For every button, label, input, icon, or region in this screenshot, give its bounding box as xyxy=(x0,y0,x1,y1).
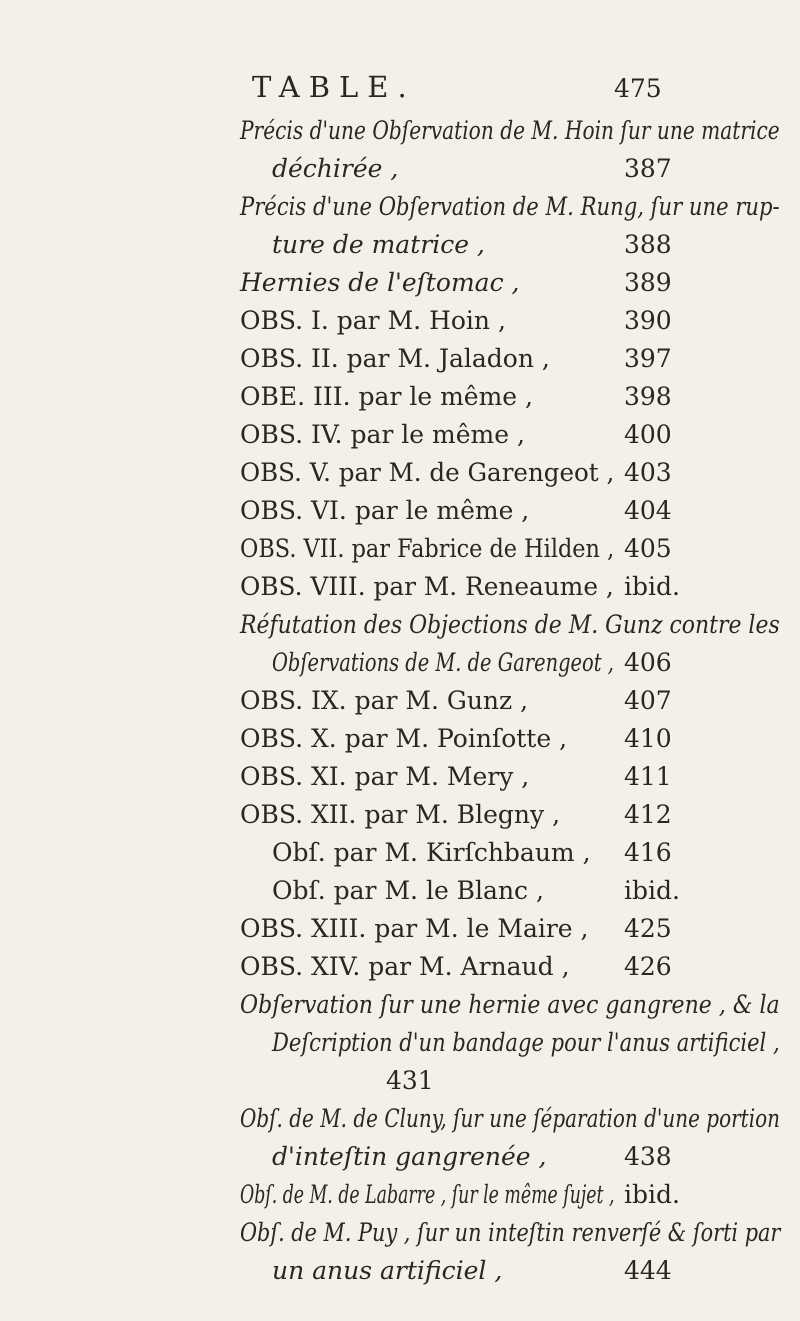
entry-text: OBS. X. par M. Poinſotte , xyxy=(240,724,568,753)
entry-text: Réfutation des Objections de M. Gunz contre les xyxy=(240,610,780,639)
entry-page: ibid. xyxy=(624,1180,680,1209)
toc-entry xyxy=(0,376,800,418)
entry-text: Précis d'une Obſervation de M. Hoin ſur une matrice xyxy=(240,116,780,145)
entry-text: OBS. IV. par le même , xyxy=(240,420,525,449)
entry-page: 444 xyxy=(624,1256,672,1285)
entry-page: ibid. xyxy=(624,572,680,601)
entry-text: Obſ. de M. de Labarre , ſur le même ſujet , xyxy=(240,1180,615,1209)
toc-entry xyxy=(0,794,800,836)
entry-page: ibid. xyxy=(624,876,680,905)
toc-entry xyxy=(0,642,800,684)
entry-text: Obſervation ſur une hernie avec gangrene , & la xyxy=(240,990,780,1019)
entry-page: 426 xyxy=(624,952,672,981)
entry-text: OBS. VI. par le même , xyxy=(240,496,530,525)
entry-page: 411 xyxy=(624,762,672,791)
page-number: 475 xyxy=(614,74,662,103)
entry-page: 406 xyxy=(624,648,672,677)
entry-text: OBS. XII. par M. Blegny , xyxy=(240,800,561,829)
toc-entry xyxy=(0,186,800,228)
entry-text: Précis d'une Obſervation de M. Rung, ſur une rup- xyxy=(240,192,780,221)
toc-entry xyxy=(0,832,800,874)
toc-entry xyxy=(0,490,800,532)
toc-entry xyxy=(0,680,800,722)
entry-page: 416 xyxy=(624,838,672,867)
entry-text: un anus artificiel , xyxy=(272,1256,503,1285)
entry-text: Obſ. par M. le Blanc , xyxy=(272,876,544,905)
entry-text: Deſcription d'un bandage pour l'anus artificiel , xyxy=(272,1028,780,1057)
entry-page: 405 xyxy=(624,534,672,563)
entry-text: Obſervations de M. de Garengeot , xyxy=(272,648,614,677)
entry-text: Obſ. de M. de Cluny, ſur une ſéparation d'une portion xyxy=(240,1104,780,1133)
toc-entry xyxy=(0,528,800,570)
toc-entry xyxy=(0,1098,800,1140)
entry-text: OBS. I. par M. Hoin , xyxy=(240,306,506,335)
entry-text: Obſ. de M. Puy , ſur un inteſtin renverſé & ſorti par xyxy=(240,1218,781,1247)
entry-page: 397 xyxy=(624,344,672,373)
toc-entry xyxy=(0,908,800,950)
toc-entry xyxy=(0,1060,800,1102)
toc-entry xyxy=(0,1212,800,1254)
entry-page: 412 xyxy=(624,800,672,829)
entry-text: OBS. V. par M. de Garengeot , xyxy=(240,458,615,487)
running-title: TABLE. xyxy=(252,70,416,104)
entry-page: 390 xyxy=(624,306,672,335)
entry-page: 387 xyxy=(624,154,672,183)
toc-entry xyxy=(0,946,800,988)
toc-entry xyxy=(0,1250,800,1292)
entry-text: OBS. VII. par Fabrice de Hilden , xyxy=(240,534,615,563)
entry-page: 431 xyxy=(386,1066,434,1095)
entry-text: d'inteſtin gangrenée , xyxy=(272,1142,547,1171)
entry-page: 404 xyxy=(624,496,672,525)
table-of-contents xyxy=(0,110,800,1310)
toc-entry xyxy=(0,718,800,760)
toc-entry xyxy=(0,338,800,380)
toc-entry xyxy=(0,1174,800,1216)
entry-text: ture de matrice , xyxy=(272,230,485,259)
toc-entry xyxy=(0,452,800,494)
toc-entry xyxy=(0,224,800,266)
toc-entry xyxy=(0,148,800,190)
entry-page: 438 xyxy=(624,1142,672,1171)
entry-page: 425 xyxy=(624,914,672,943)
entry-text: OBS. IX. par M. Gunz , xyxy=(240,686,529,715)
toc-entry xyxy=(0,756,800,798)
entry-text: OBS. XIII. par M. le Maire , xyxy=(240,914,589,943)
entry-page: 400 xyxy=(624,420,672,449)
toc-entry xyxy=(0,984,800,1026)
entry-text: Obſ. par M. Kirſchbaum , xyxy=(272,838,591,867)
entry-page: 403 xyxy=(624,458,672,487)
toc-entry xyxy=(0,262,800,304)
toc-entry xyxy=(0,300,800,342)
entry-text: OBS. VIII. par M. Reneaume , xyxy=(240,572,614,601)
entry-text: OBE. III. par le même , xyxy=(240,382,533,411)
entry-text: OBS. XIV. par M. Arnaud , xyxy=(240,952,570,981)
entry-text: déchirée , xyxy=(272,154,399,183)
toc-entry xyxy=(0,414,800,456)
entry-page: 398 xyxy=(624,382,672,411)
toc-entry xyxy=(0,1022,800,1064)
entry-text: Hernies de l'eſtomac , xyxy=(240,268,520,297)
entry-page: 410 xyxy=(624,724,672,753)
entry-text: OBS. XI. par M. Mery , xyxy=(240,762,530,791)
entry-page: 388 xyxy=(624,230,672,259)
entry-text: OBS. II. par M. Jaladon , xyxy=(240,344,550,373)
entry-page: 407 xyxy=(624,686,672,715)
toc-entry xyxy=(0,604,800,646)
entry-page: 389 xyxy=(624,268,672,297)
toc-entry xyxy=(0,1136,800,1178)
toc-entry xyxy=(0,566,800,608)
toc-entry xyxy=(0,110,800,152)
toc-entry xyxy=(0,870,800,912)
